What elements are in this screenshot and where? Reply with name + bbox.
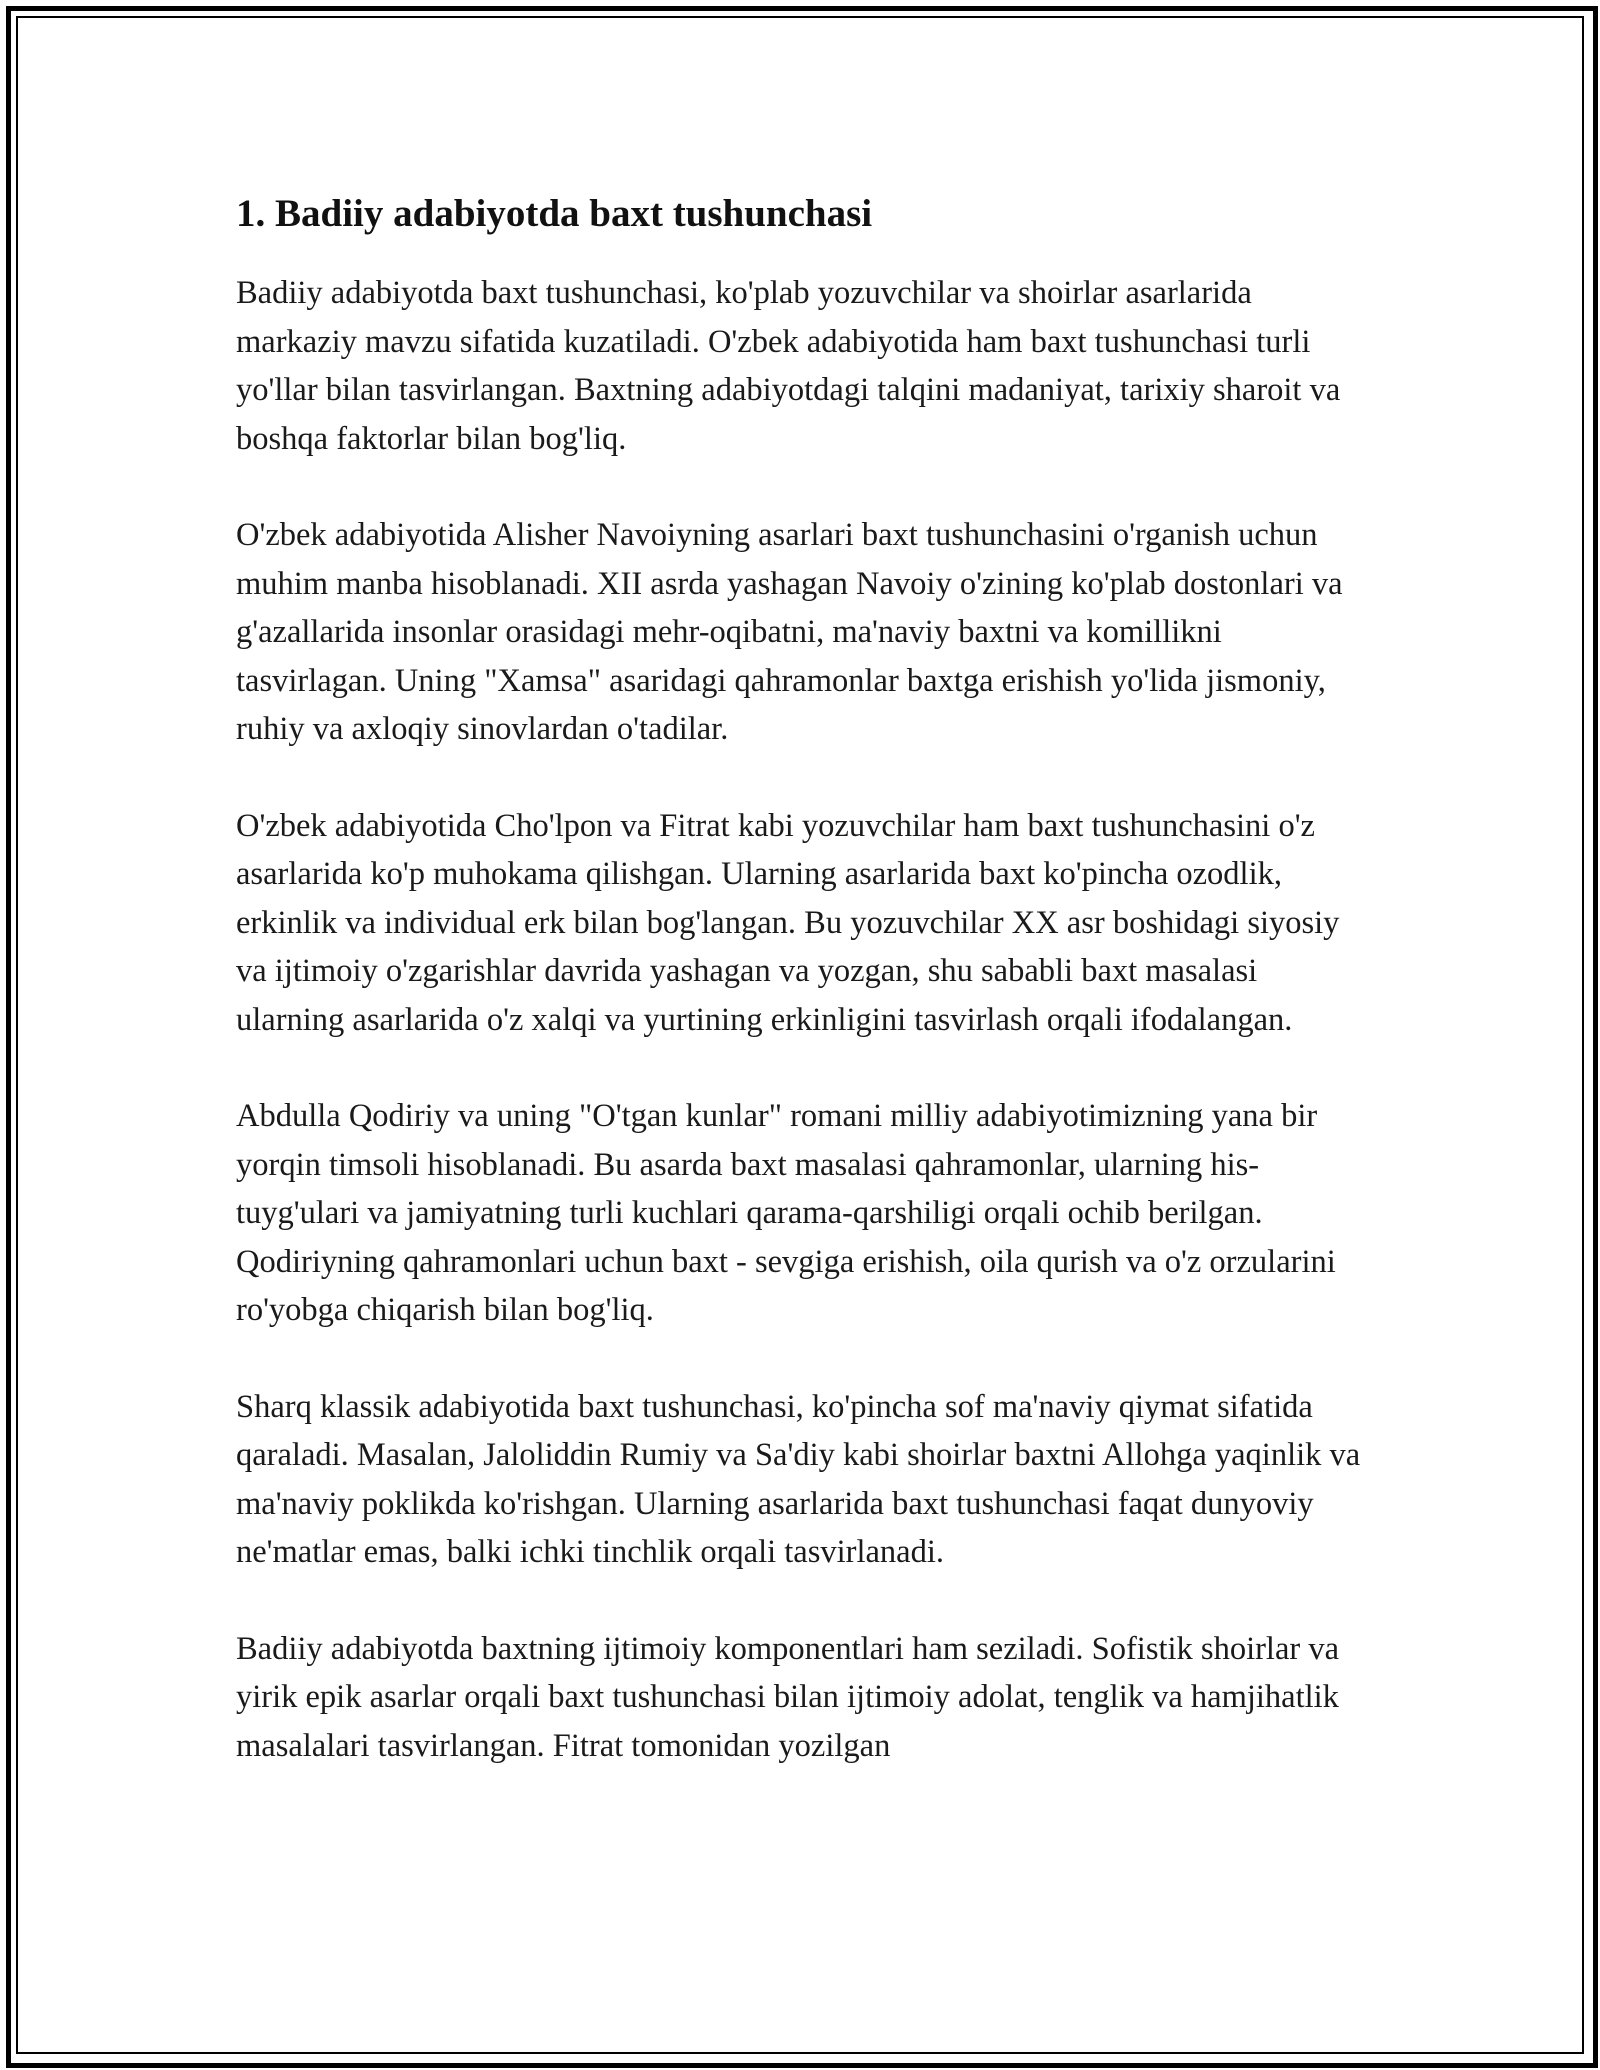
- paragraph-6: Badiiy adabiyotda baxtning ijtimoiy komponentlari ham seziladi. Sofistik shoirlar va yirik epik asarlar orqali baxt tushunchasi bilan ijtimoiy adolat, tenglik va hamjihatlik masalalari tasvirlangan. Fitrat tomonidan yozilgan: [236, 1630, 1340, 1764]
- document-body: [236, 188, 1366, 1770]
- paragraph-3: O'zbek adabiyotida Cho'lpon va Fitrat kabi yozuvchilar ham baxt tushunchasini o'z asarlarida ko'p muhokama qilishgan. Ularning asarlarida baxt ko'pincha ozodlik, erkinlik va individual erk bilan bog'langan. Bu yozuvchilar XX asr boshidagi siyosiy va ijtimoiy o'zgarishlar davrida yashagan va yozgan, shu sababli baxt masalasi ularning asarlarida o'z xalqi va yurtining erkinligini tasvirlash orqali ifodalangan.: [236, 807, 1340, 1038]
- paragraph-5: Sharq klassik adabiyotida baxt tushunchasi, ko'pincha sof ma'naviy qiymat sifatida qaraladi. Masalan, Jaloliddin Rumiy va Sa'diy kabi shoirlar baxtni Allohga yaqinlik va ma'naviy poklikda ko'rishgan. Ularning asarlarida baxt tushunchasi faqat dunyoviy ne'matlar emas, balki ichki tinchlik orqali tasvirlanadi.: [236, 1388, 1361, 1570]
- section-heading: 1. Badiiy adabiyotda baxt tushunchasi: [236, 192, 873, 235]
- paragraph-4: Abdulla Qodiriy va uning "O'tgan kunlar" romani milliy adabiyotimizning yana bir yorqin timsoli hisoblanadi. Bu asarda baxt masalasi qahramonlar, ularning his-tuyg'ulari va jamiyatning turli kuchlari qarama-qarshiligi orqali ochib berilgan. Qodiriyning qahramonlari uchun baxt - sevgiga erishish, oila qurish va o'z orzularini ro'yobga chiqarish bilan bog'liq.: [236, 1098, 1336, 1328]
- paragraph-2: O'zbek adabiyotida Alisher Navoiyning asarlari baxt tushunchasini o'rganish uchun muhim manba hisoblanadi. XII asrda yashagan Navoiy o'zining ko'plab dostonlari va g'azallarida insonlar orasidagi mehr-oqibatni, ma'naviy baxtni va komillikni tasvirlagan. Uning "Xamsa" asaridagi qahramonlar baxtga erishish yo'lida jismoniy, ruhiy va axloqiy sinovlardan o'tadilar.: [236, 517, 1343, 747]
- paragraph-1: Badiiy adabiyotda baxt tushunchasi, ko'plab yozuvchilar va shoirlar asarlarida markaziy mavzu sifatida kuzatiladi. O'zbek adabiyotida ham baxt tushunchasi turli yo'llar bilan tasvirlangan. Baxtning adabiyotdagi talqini madaniyat, tarixiy sharoit va boshqa faktorlar bilan bog'liq.: [236, 275, 1341, 457]
